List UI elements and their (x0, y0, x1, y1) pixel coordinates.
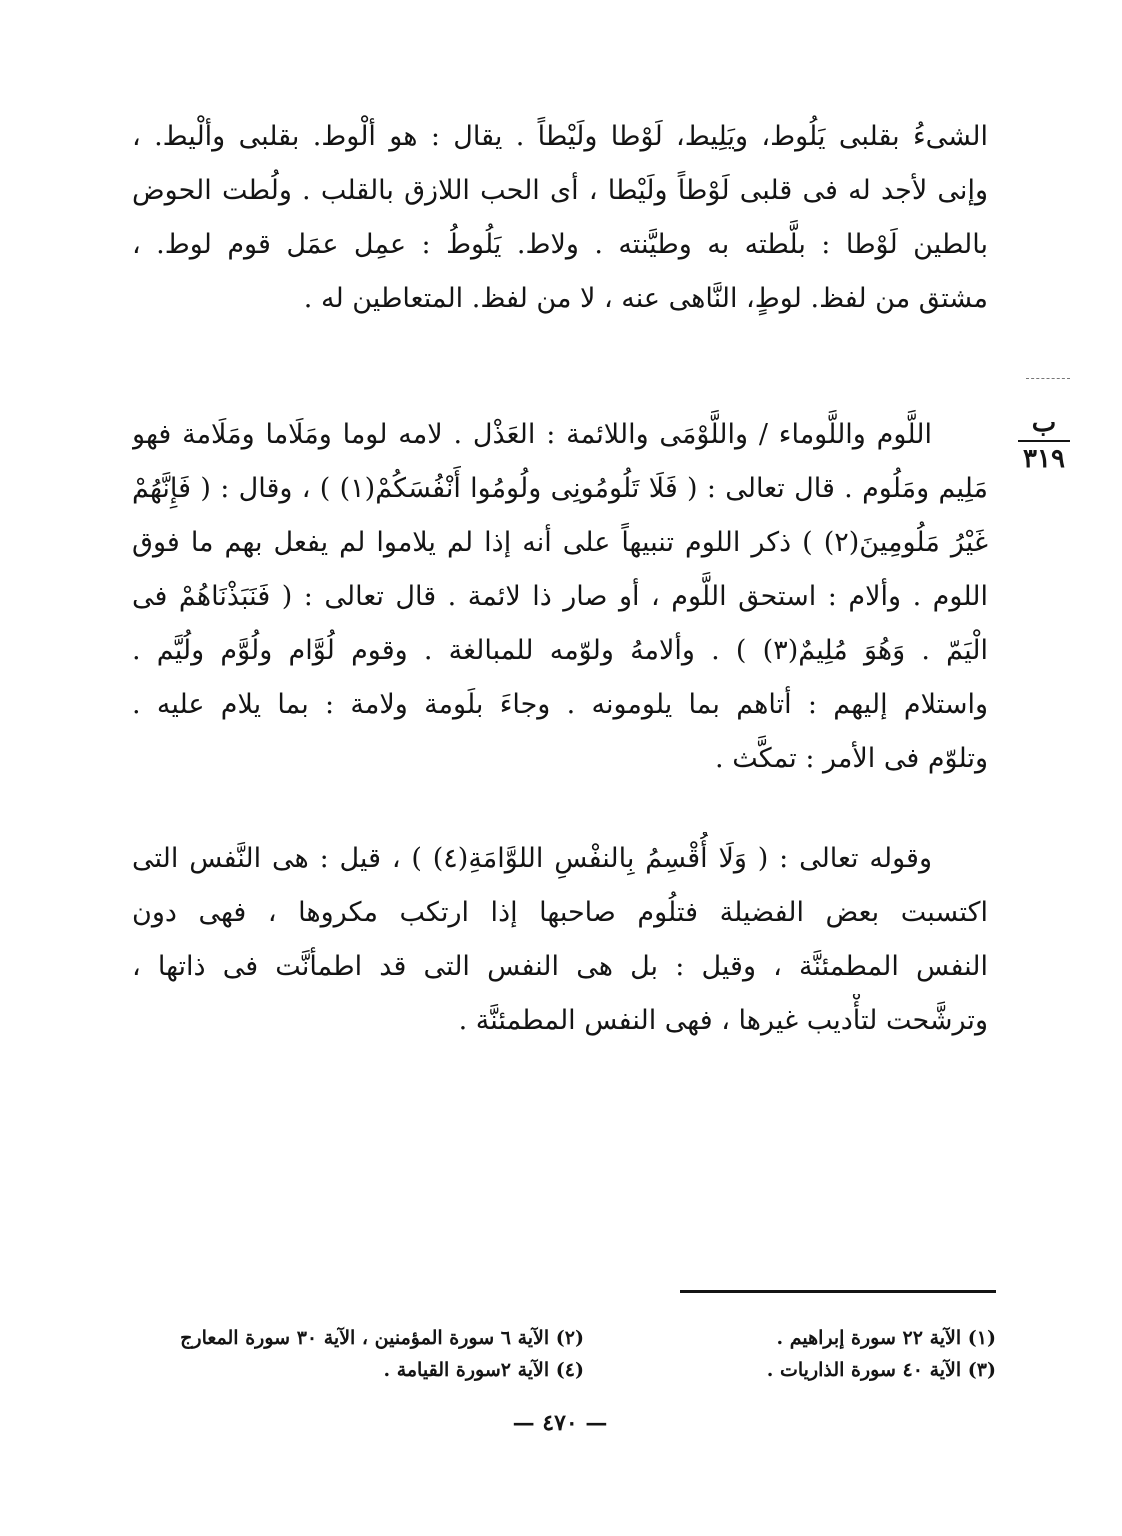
text-line: وقوله تعالى : ( وَلَا أُقْسِمُ بِالنفْسِ اللوَّامَةِ(٤) ) ، قيل : هى النَّفس التى (132, 843, 932, 874)
text-line: اكتسبت بعض الفضيلة فتلُوم صاحبها إذا ارتكب مكروها ، فهى دون (132, 897, 988, 928)
text-line: واستلام إليهم : أتاهم بما يلومونه . وجاءَ بلَومة ولامة : بما يلام عليه . (132, 689, 988, 720)
text-line: النفس المطمئنَّة ، وقيل : بل هى النفس التى قد اطمأنَّت فى ذاتها ، (132, 951, 988, 982)
footnote-3: (٣) الآية ٤٠ سورة الذاريات . (766, 1359, 996, 1381)
text-line: مشتق من لفظ. لوطٍ، النَّاهى عنه ، لا من لفظ. المتعاطين له . (303, 283, 988, 314)
paragraph-lut (132, 110, 988, 326)
text-line: وإنى لأجد له فى قلبى لَوْطاً ولَيْطا ، أى الحب اللازق بالقلب . ولُطت الحوض (132, 175, 988, 206)
text-line: وتلوّم فى الأمر : تمكَّث . (715, 743, 988, 774)
text-line: مَلِيم ومَلُوم . قال تعالى : ( فَلَا تَلُومُونِى ولُومُوا أَنْفُسَكُمْ(١) ) ، وقال : ( فَإِنَّهُمْ (132, 473, 988, 504)
footnote-1: (١) الآية ٢٢ سورة إبراهيم . (776, 1327, 996, 1349)
text-line: اللوم . وألام : استحق اللَّوم ، أو صار ذا لائمة . قال تعالى : ( فَنَبَذْنَاهُمْ فى (132, 581, 988, 612)
footnote-separator (680, 1290, 996, 1293)
folio-number: ٣١٩ (1023, 444, 1065, 474)
paragraph-lawm (132, 408, 988, 786)
folio-letter: ب (1031, 408, 1057, 438)
footnote-4: (٤) الآية ٢سورة القيامة . (383, 1359, 584, 1381)
manuscript-folio-marker (1012, 408, 1076, 474)
margin-divider (1026, 378, 1070, 379)
text-line: وترشَّحت لتأْديب غيرها ، فهى النفس المطمئنَّة . (458, 1005, 988, 1036)
text-line: بالطين لَوْطا : بلَّطته به وطيَّنته . ولاط. يَلُوطُ : عمِل عمَل قوم لوط. ، (132, 229, 988, 260)
footnote-2: (٢) الآية ٦ سورة المؤمنين ، الآية ٣٠ سورة المعارج (180, 1327, 584, 1349)
page-number: — ٤٧٠ — (512, 1410, 608, 1436)
paragraph-lawwama (132, 832, 988, 1048)
text-line: الْيَمّ . وَهُوَ مُلِيمٌ(٣) ) . وألامهُ ولوّمه للمبالغة . وقوم لُوَّام ولُوَّم ولُيَّم . (132, 635, 988, 666)
text-line: اللَّوم واللَّوماء / واللَّوْمَى واللائمة : العَذْل . لامه لوما ومَلَاما ومَلَامة فهو (132, 419, 932, 450)
text-line: غَيْرُ مَلُومِينَ(٢) ) ذكر اللوم تنبيهاً على أنه إذا لم يلاموا لم يفعل بهم ما فوق (132, 527, 988, 558)
text-line: الشىءُ بقلبى يَلُوط، ويَلِيط، لَوْطا ولَيْطاً . يقال : هو ألْوط. بقلبى وألْيط. ، (132, 121, 988, 152)
folio-rule (1018, 440, 1070, 442)
